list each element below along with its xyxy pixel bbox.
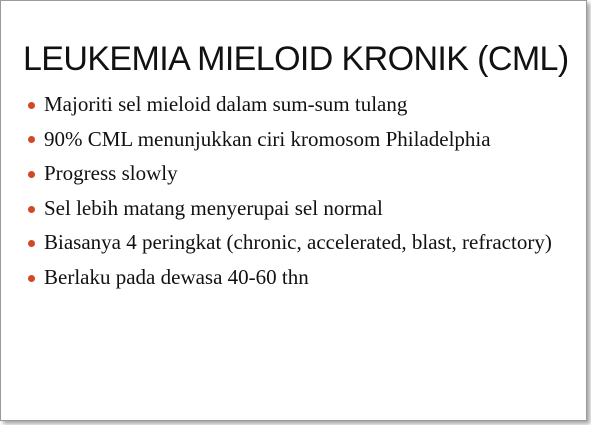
list-item <box>26 156 552 191</box>
bullet-dot-icon <box>28 206 35 213</box>
bullet-text: Majoriti sel mieloid dalam sum-sum tulang <box>44 92 408 116</box>
bullet-dot-icon <box>28 136 35 143</box>
bullet-dot-icon <box>28 240 35 247</box>
list-item <box>26 225 552 260</box>
slide-title: LEUKEMIA MIELOID KRONIK (CML) <box>23 40 569 78</box>
bullet-text: Berlaku pada dewasa 40-60 thn <box>44 264 309 289</box>
bullet-text: Progress slowly <box>44 161 178 186</box>
bullet-dot-icon <box>28 102 35 109</box>
bullet-text: 90% CML menunjukkan ciri kromosom Philadelphia <box>44 126 491 151</box>
list-item <box>26 87 552 122</box>
list-item <box>26 191 552 226</box>
list-item <box>26 260 552 295</box>
bullet-text: Biasanya 4 peringkat (chronic, accelerated, blast, refractory) <box>44 230 552 255</box>
bullet-list <box>26 87 552 295</box>
list-item <box>26 122 552 157</box>
bullet-dot-icon <box>28 275 35 282</box>
bullet-text: Sel lebih matang menyerupai sel normal <box>44 195 383 220</box>
bullet-dot-icon <box>28 171 35 178</box>
